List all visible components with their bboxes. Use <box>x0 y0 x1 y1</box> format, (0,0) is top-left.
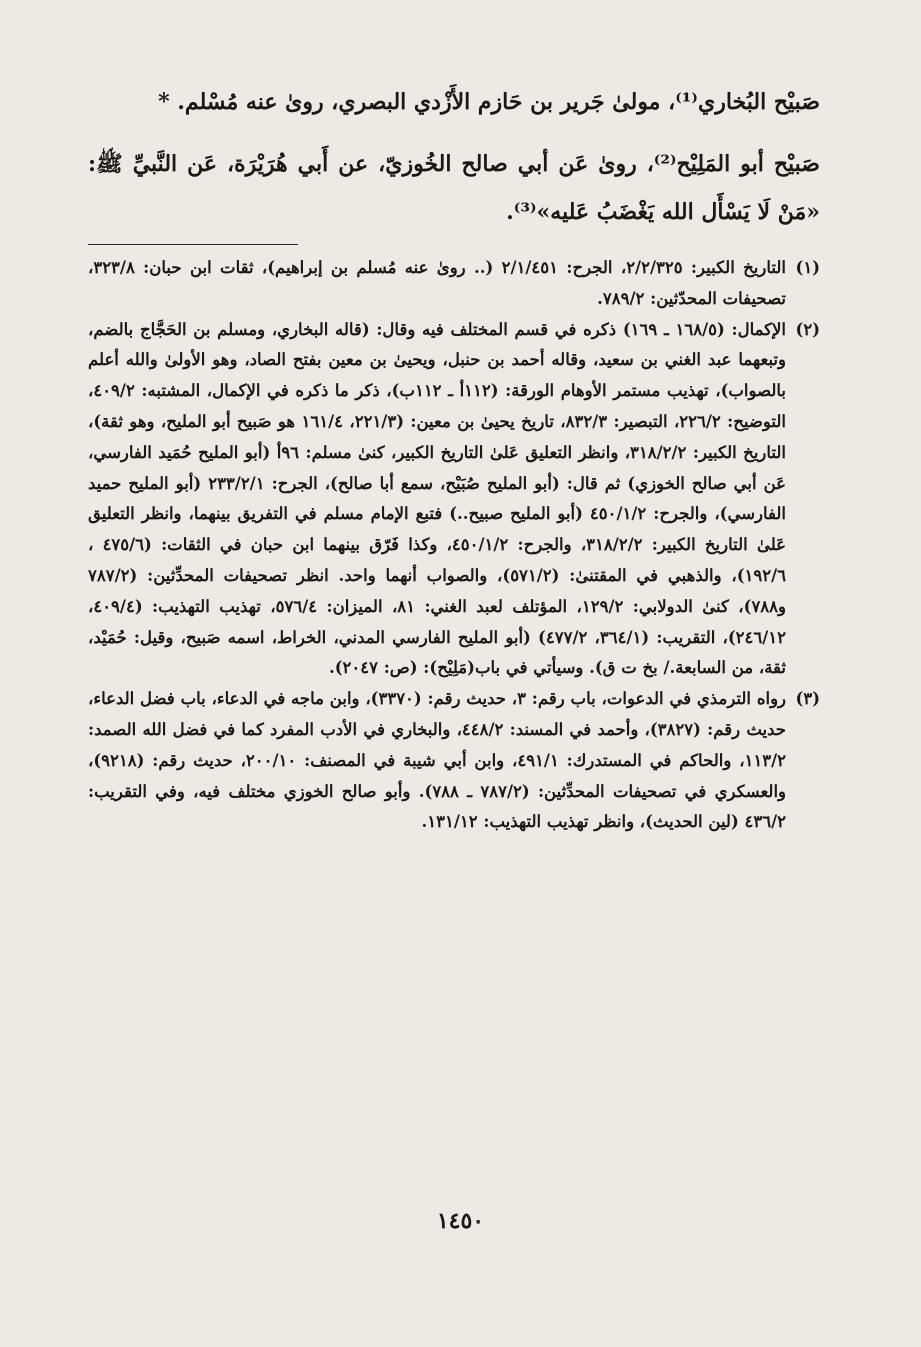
footnote-number: (٣) <box>795 689 820 709</box>
book-page <box>88 78 820 1318</box>
main-text <box>88 78 820 236</box>
footnote-text: الإكمال: (١٦٨/٥ ـ ١٦٩) ذكره في قسم المختلف فيه وقال: (قاله البخاري، ومسلم بن الحَجَّاج بالضم، وتبعهما عبد الغني بن سعيد، وقاله أحمد بن حنبل، ويحيىٰ بن معين بفتح الصاد، وهو الأولىٰ والله أعلم بالصواب)، تهذيب مستمر الأوهام الورقة: (١١٢أ ـ ١١٢ب)، ذكر ما ذكره في الإكمال، المشتبه: ٤٠٩/٢، التوضيح: ٢٢٦/٢، التبصير: ٨٣٢/٣، تاريخ يحيىٰ بن معين: (٢٢١/٣، ١٦١/٤ هو صَبيح أبو المليح، وهو ثقة)، التاريخ الكبير: ٣١٨/٢/٢، وانظر التعليق عَلىٰ التاريخ الكبير، كنىٰ مسلم: ٩٦أ (أبو المليح حُمَيد الفارسي، عَن أبي صالح الخوزي) ثم قال: (أبو المليح صُبَيْح، سمع أبا صالح)، الجرح: ٢٣٣/٢/١ (أبو المليح حميد الفارسي)، والجرح: ٤٥٠/١/٢ (أبو المليح صبيح..) فتبع الإمام مسلم في التفريق بينهما، وانظر التعليق عَلىٰ التاريخ الكبير: ٣١٨/٢/٢، والجرح: ٤٥٠/١/٢، وكذا فَرّق بينهما ابن حبان في الثقات: (٤٧٥/٦ ، ١٩٢/٦)، والذهبي في المقتنىٰ: (٥٧١/٢)، والصواب أنهما واحد. انظر تصحيفات المحدِّثين: (٧٨٧/٢ و٧٨٨)، كنىٰ الدولابي: ١٢٩/٢، المؤتلف لعبد الغني: ٨١، الميزان: ٥٧٦/٤، تهذيب التهذيب: (٤٠٩/٤، ٢٤٦/١٢)، التقريب: (٣٦٤/١، ٤٧٧/٢) (أبو المليح الفارسي المدني، الخراط، اسمه صَبيح، وقيل: حُمَيْد، ثقة، من السابعة./ بخ ت ق). وسيأتي في باب(مَلِيْح): (ص: ٢٠٤٧). <box>88 319 787 678</box>
separator-line <box>88 244 298 245</box>
footnote-text: رواه الترمذي في الدعوات، باب رقم: ٣، حديث رقم: (٣٣٧٠)، وابن ماجه في الدعاء، باب فضل الدعاء، حديث رقم: (٣٨٢٧)، وأحمد في المسند: ٤٤٨/٢، والبخاري في الأدب المفرد كما في فضل الله الصمد: ١١٣/٢، والحاكم في المستدرك: ٤٩١/١، وابن أبي شيبة في المصنف: ٢٠٠/١٠، حديث رقم: (٩٢١٨)، والعسكري في تصحيفات المحدِّثين: (٧٨٧/٢ ـ ٧٨٨). وأبو صالح الخوزي مختلف فيه، وفي التقريب: ٤٣٦/٢ (لين الحديث)، وانظر تهذيب التهذيب: ١٣١/١٢. <box>88 689 787 832</box>
footnote-text: التاريخ الكبير: ٢/٢/٣٢٥، الجرح: ٢/١/٤٥١ (.. روىٰ عنه مُسلم بن إبراهيم)، ثقات ابن حبان: ٣٢٣/٨، تصحيفات المحدّثين: ٧٨٩/٢. <box>88 258 786 308</box>
biography-entry-sabih-bukhari: صَبيْح البُخاري⁽¹⁾، مولىٰ جَرير بن حَازم الأَزْدي البصري، روىٰ عنه مُسْلم. * <box>158 89 820 115</box>
footnotes <box>88 253 820 838</box>
footnote-number: (١) <box>795 258 820 277</box>
footnote-2 <box>88 315 820 685</box>
biography-entry-sabih-abu-malih: صَبيْح أبو المَلِيْح⁽²⁾، روىٰ عَن أبي صالح الخُوزيّ، عن أَبي هُرَيْرَة، عَن النَّبيِّ ﷺ: «مَنْ لَا يَسْأَل الله يَغْضَبُ عَليه»⁽³⁾. <box>88 151 820 225</box>
footnote-separator <box>88 244 820 245</box>
footnote-number: (٢) <box>795 319 820 339</box>
footnote-3 <box>88 684 820 838</box>
footnote-1 <box>88 253 820 315</box>
page-number: ١٤٥٠ <box>436 1208 485 1234</box>
